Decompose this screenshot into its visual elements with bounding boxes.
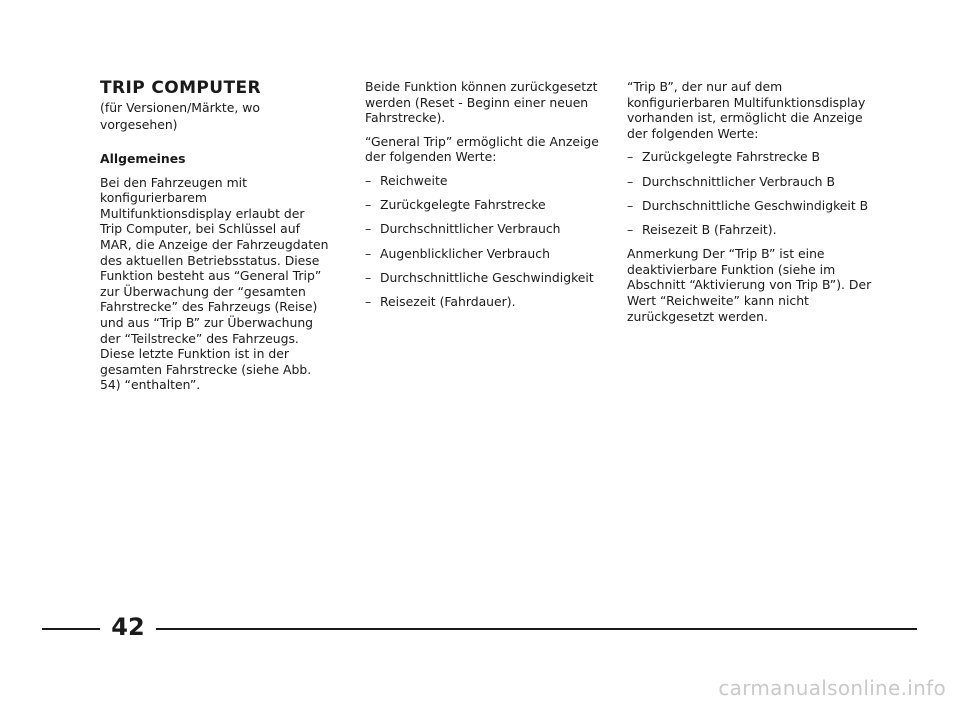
list-dash: –: [365, 197, 372, 213]
list-dash: –: [627, 221, 634, 237]
watermark: carmanualsonline.info: [718, 676, 946, 700]
list-dash: –: [627, 173, 634, 189]
list-item: – Reisezeit B (Fahrzeit).: [627, 221, 777, 237]
list-item: – Zurückgelegte Fahrstrecke B: [627, 149, 821, 165]
section-subtitle: (für Versionen/Märkte, wo vorgesehen): [100, 100, 260, 132]
list-item: – Augenblicklicher Verbrauch: [365, 245, 550, 261]
list-item: – Zurückgelegte Fahrstrecke: [365, 197, 546, 213]
column-2: [365, 79, 610, 318]
column-3: [627, 79, 872, 332]
list-dash: –: [365, 269, 372, 285]
general-trip-paragraph: “General Trip” ermöglicht die Anzeige der folgenden Werte:: [365, 133, 599, 165]
list-dash: –: [365, 293, 372, 309]
general-trip-values-list: [365, 173, 610, 310]
reset-paragraph: Beide Funktion können zurückgesetzt werden (Reset - Beginn einer neuen Fahrstrecke).: [365, 79, 598, 126]
column-1: [100, 79, 330, 401]
page-number: 42: [111, 613, 145, 641]
list-item: – Reisezeit (Fahrdauer).: [365, 293, 516, 309]
list-dash: –: [365, 221, 372, 237]
list-item: – Durchschnittliche Geschwindigkeit B: [627, 197, 869, 213]
footer-rule-right: [156, 628, 917, 630]
list-dash: –: [365, 172, 372, 188]
subsection-heading: Allgemeines: [100, 151, 186, 166]
general-paragraph: Bei den Fahrzeugen mit konfigurierbarem Multifunktionsdisplay erlaubt der Trip Computer, bei Schlüssel auf MAR, die Anzeige der Fahrzeugdaten des aktuellen Betriebsstatus. Diese Funktion besteht aus “General Trip” zur Überwachung der “gesamten Fahrstrecke” des Fahrzeugs (Reise) und aus “Trip B” zur Überwachung der “Teilstrecke” des Fahrzeugs. Diese letzte Funktion ist in der gesamten Fahrstrecke (siehe Abb. 54) “enthalten”.: [100, 174, 329, 393]
list-dash: –: [627, 197, 634, 213]
note-paragraph: Anmerkung Der “Trip B” ist eine deaktivierbare Funktion (siehe im Abschnitt “Aktivierung von Trip B”). Der Wert “Reichweite” kann nicht zurückgesetzt werden.: [627, 246, 872, 324]
list-item: – Durchschnittliche Geschwindigkeit: [365, 269, 594, 285]
section-title: TRIP COMPUTER: [100, 78, 261, 98]
footer-rule-left: [42, 628, 100, 630]
trip-b-values-list: [627, 149, 872, 237]
list-item: – Reichweite: [365, 172, 448, 188]
trip-b-paragraph: “Trip B”, der nur auf dem konfigurierbaren Multifunktionsdisplay vorhanden ist, ermöglicht die Anzeige der folgenden Werte:: [627, 79, 866, 141]
list-item: – Durchschnittlicher Verbrauch: [365, 221, 561, 237]
list-dash: –: [627, 149, 634, 165]
list-dash: –: [365, 245, 372, 261]
list-item: – Durchschnittlicher Verbrauch B: [627, 173, 835, 189]
